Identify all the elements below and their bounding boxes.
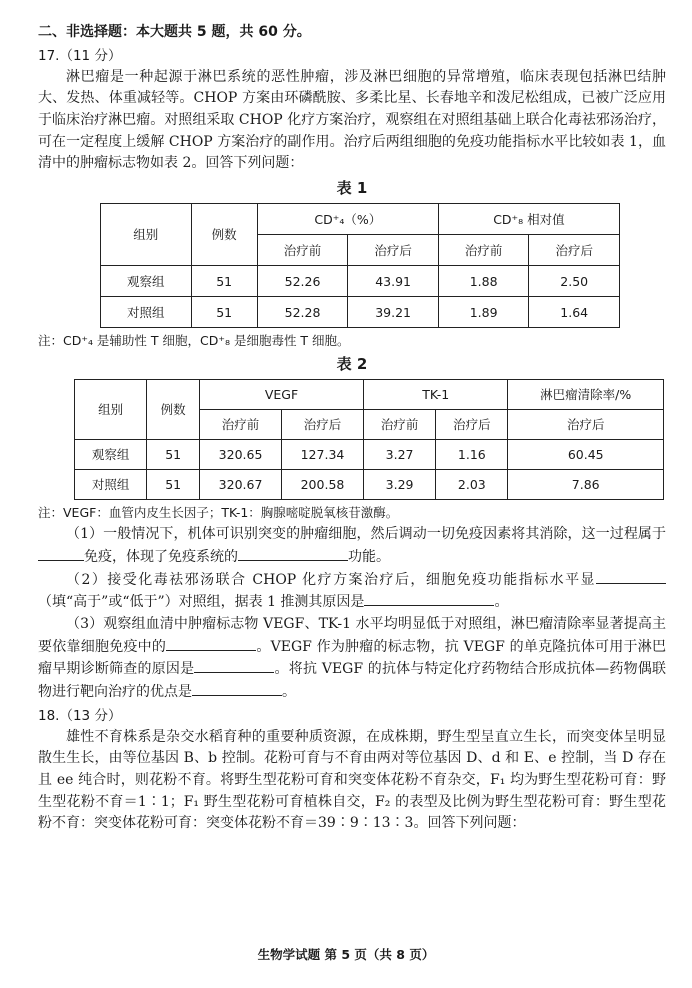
table-row (75, 469, 664, 499)
sub-question-2-text-c: 。 (494, 594, 509, 611)
table-cell: 200.58 (282, 469, 364, 499)
question-17-heading: 17.（11 分） (38, 47, 122, 64)
table-cell: 2.50 (529, 266, 620, 297)
table-2 (74, 379, 664, 500)
answer-blank[interactable] (596, 569, 666, 584)
table-cell: 51 (191, 297, 257, 328)
table-cell: 1.16 (436, 439, 508, 469)
table-1-header-after: 治疗后 (348, 235, 439, 266)
table-cell: 60.45 (508, 439, 664, 469)
table-cell: 320.67 (200, 469, 282, 499)
table-1-note: 注：CD⁺₄ 是辅助性 T 细胞，CD⁺₈ 是细胞毒性 T 细胞。 (38, 333, 350, 349)
table-cell: 观察组 (101, 266, 192, 297)
sub-question-2-text-b: （填“高于”或“低于”）对照组，据表 1 推测其原因是 (38, 594, 365, 611)
table-cell: 51 (147, 439, 200, 469)
sub-question-1-text-a: （1）一般情况下，机体可识别突变的肿瘤细胞，然后调动一切免疫因素将其消除，这一过程属于 (66, 526, 666, 543)
table-1-header-after: 治疗后 (529, 235, 620, 266)
sub-question-3-text-d: 。 (282, 684, 296, 701)
table-row (101, 266, 620, 297)
sub-question-2-text-a: （2）接受化毒祛邪汤联合 CHOP 化疗方案治疗后，细胞免疫功能指标水平显 (66, 571, 596, 588)
table-row (75, 439, 664, 469)
table-1-header-group: 组别 (101, 204, 192, 266)
sub-question-3 (38, 614, 666, 704)
sub-question-3-text-b: 。VEGF 作为肿瘤的标志物，抗 VEGF 的单克隆抗体可用于淋巴瘤早期诊断筛查的原因是 (38, 638, 666, 678)
table-cell: 52.26 (257, 266, 348, 297)
table-cell: 39.21 (348, 297, 439, 328)
answer-blank[interactable] (38, 546, 84, 561)
table-cell: 7.86 (508, 469, 664, 499)
table-2-note: 注：VEGF：血管内皮生长因子；TK-1：胸腺嘧啶脱氧核苷激酶。 (38, 504, 399, 520)
sub-question-3-text-a: （3）观察组血清中肿瘤标志物 VEGF、TK-1 水平均明显低于对照组，淋巴瘤清除率显著提高主要依靠细胞免疫中的 (38, 616, 666, 655)
table-cell: 51 (147, 469, 200, 499)
question-17-intro: 淋巴瘤是一种起源于淋巴系统的恶性肿瘤，涉及淋巴细胞的异常增殖，临床表现包括淋巴结肿大、发热、体重减轻等。CHOP 方案由环磷酰胺、多柔比星、长春地辛和泼尼松组成，已被广泛应用于临床治疗淋巴瘤。对照组采取 CHOP 化疗方案治疗，观察组在对照组基础上联合化毒祛邪汤治疗，可在一定程度上缓解 CHOP 方案治疗的副作用。治疗后两组细胞的免疫功能指标水平比较如表 1，血清中的肿瘤标志物如表 2。回答下列问题： (38, 68, 666, 172)
table-1-header-before: 治疗前 (257, 235, 348, 266)
table-cell: 1.88 (438, 266, 529, 297)
table-cell: 2.03 (436, 469, 508, 499)
table-1-header-cd4: CD⁺₄（%） (257, 204, 438, 235)
table-2-title: 表 2 (336, 354, 368, 373)
answer-blank[interactable] (166, 636, 256, 651)
table-2-header-rate: 淋巴瘤清除率/% (508, 379, 664, 409)
section-title: 二、非选择题：本大题共 5 题，共 60 分。 (38, 24, 311, 40)
table-1-title: 表 1 (336, 179, 368, 198)
table-2-header-before: 治疗前 (200, 409, 282, 439)
sub-question-1 (38, 524, 666, 568)
question-18-heading: 18.（13 分） (38, 707, 122, 724)
page-footer: 生物学试题 第 5 页（共 8 页） (257, 947, 435, 962)
table-cell: 1.89 (438, 297, 529, 328)
table-cell: 43.91 (348, 266, 439, 297)
table-1 (100, 203, 620, 328)
table-1-header-before: 治疗前 (438, 235, 529, 266)
table-cell: 52.28 (257, 297, 348, 328)
table-row (101, 297, 620, 328)
table-cell: 3.29 (363, 469, 435, 499)
answer-blank[interactable] (194, 658, 274, 673)
sub-question-1-text-c: 功能。 (348, 548, 390, 565)
table-cell: 3.27 (363, 439, 435, 469)
table-cell: 对照组 (75, 469, 147, 499)
table-cell: 观察组 (75, 439, 147, 469)
table-2-header-after: 治疗后 (282, 409, 364, 439)
sub-question-3-text-c: 。将抗 VEGF 的抗体与特定化疗药物结合形成抗体—药物偶联物进行靶向治疗的优点是 (38, 661, 666, 701)
table-2-header-group: 组别 (75, 379, 147, 439)
table-cell: 127.34 (282, 439, 364, 469)
table-2-header-after: 治疗后 (508, 409, 664, 439)
question-18-intro: 雄性不育株系是杂交水稻育种的重要种质资源，在成株期，野生型呈直立生长，而突变体呈明显散生生长，由等位基因 B、b 控制。花粉可育与不育由两对等位基因 D、d 和 E、e 控制，当 D 存在且 ee 纯合时，则花粉不育。将野生型花粉可育和突变体花粉不育杂交，F₁ 均为野生型花粉可育：野生型花粉不育＝1∶1；F₁ 野生型花粉可育植株自交，F₂ 的表型及比例为野生型花粉可育：野生型花粉不育：突变体花粉可育：突变体花粉不育＝39∶9∶13∶3。回答下列问题： (38, 728, 666, 832)
table-2-header-before: 治疗前 (363, 409, 435, 439)
table-2-header-after: 治疗后 (436, 409, 508, 439)
sub-question-1-text-b: 免疫，体现了免疫系统的 (84, 548, 238, 565)
table-2-header-count: 例数 (147, 379, 200, 439)
answer-blank[interactable] (192, 681, 282, 696)
answer-blank[interactable] (364, 591, 494, 606)
table-1-header-count: 例数 (191, 204, 257, 266)
table-cell: 320.65 (200, 439, 282, 469)
table-cell: 1.64 (529, 297, 620, 328)
table-2-header-tk1: TK-1 (363, 379, 508, 409)
table-2-header-vegf: VEGF (200, 379, 364, 409)
table-1-header-cd8: CD⁺₈ 相对值 (438, 204, 619, 235)
table-cell: 对照组 (101, 297, 192, 328)
table-cell: 51 (191, 266, 257, 297)
sub-question-2 (38, 569, 666, 614)
answer-blank[interactable] (238, 546, 348, 561)
